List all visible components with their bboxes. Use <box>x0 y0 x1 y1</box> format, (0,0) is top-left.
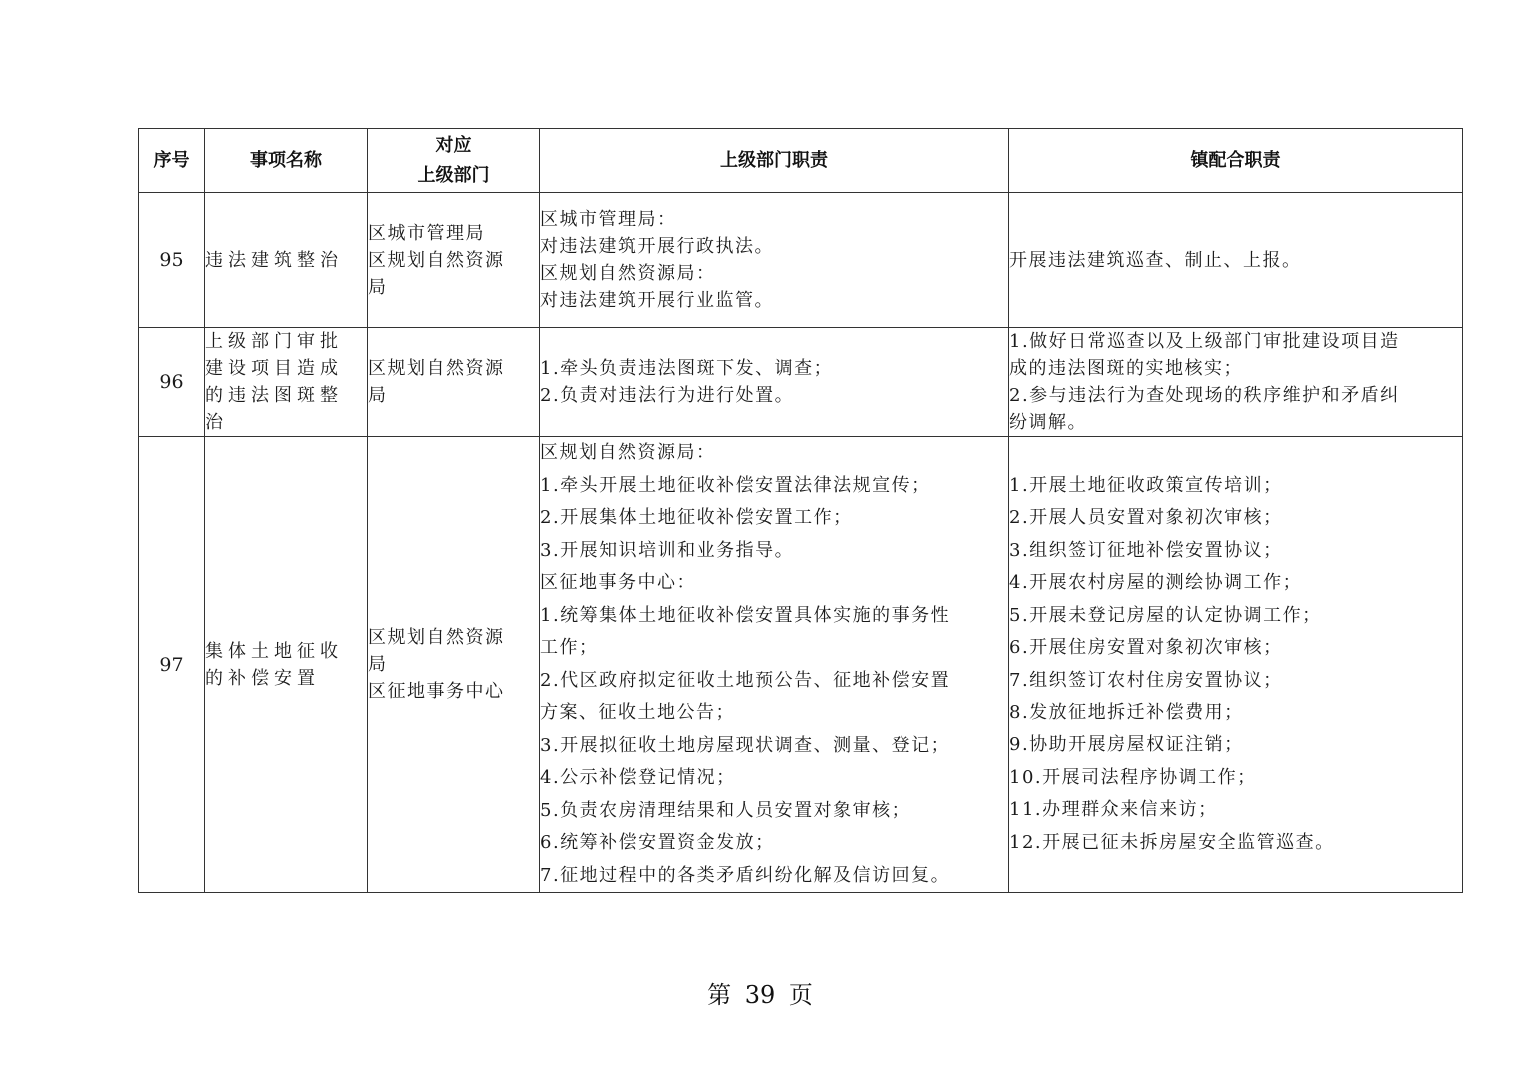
page-number: 第 39 页 <box>707 981 813 1009</box>
header-upper-duty: 上级部门职责 <box>540 129 1009 193</box>
header-department <box>368 129 540 193</box>
town-duty-line: 成的违法图斑的实地核实； <box>1009 358 1243 379</box>
row-town-duty <box>1009 193 1463 328</box>
item-name-line: 的补偿安置 <box>205 667 320 689</box>
upper-duty-line: 5.负责农房清理结果和人员安置对象审核； <box>540 799 912 821</box>
upper-duty-line: 2.代区政府拟定征收土地预公告、征地补偿安置 <box>540 669 951 691</box>
upper-duty-line: 7.征地过程中的各类矛盾纠纷化解及信访回复。 <box>540 864 951 886</box>
town-duty-line: 2.开展人员安置对象初次审核； <box>1009 507 1283 529</box>
table-row <box>139 328 1463 437</box>
town-duty-line: 12.开展已征未拆房屋安全监管巡查。 <box>1009 831 1335 853</box>
item-name-line: 违法建筑整治 <box>205 249 343 271</box>
upper-duty-line: 工作； <box>540 637 599 658</box>
row-upper-duty <box>540 437 1009 893</box>
town-duty-line: 8.发放征地拆迁补偿费用； <box>1009 701 1244 723</box>
upper-duty-line: 4.公示补偿登记情况； <box>540 767 736 788</box>
upper-duty-line: 对违法建筑开展行政执法。 <box>540 236 774 257</box>
row-index: 97 <box>139 437 205 893</box>
town-duty-line: 1.做好日常巡查以及上级部门审批建设项目造 <box>1009 331 1400 352</box>
upper-duty-line: 区城市管理局： <box>540 209 677 230</box>
upper-duty-line: 1.统筹集体土地征收补偿安置具体实施的事务性 <box>540 604 951 626</box>
upper-duty-line: 6.统筹补偿安置资金发放； <box>540 832 775 853</box>
town-duty-line: 4.开展农村房屋的测绘协调工作； <box>1009 572 1303 594</box>
header-index: 序号 <box>139 129 205 193</box>
upper-duty-line: 对违法建筑开展行业监管。 <box>540 290 774 311</box>
row-index: 96 <box>139 328 205 437</box>
table-header-row <box>139 129 1463 193</box>
department-line: 区征地事务中心 <box>368 681 505 702</box>
town-duty-line: 7.组织签订农村住房安置协议； <box>1009 669 1283 691</box>
town-duty-line: 开展违法建筑巡查、制止、上报。 <box>1009 249 1302 271</box>
row-index: 95 <box>139 193 205 328</box>
upper-duty-line: 区征地事务中心： <box>540 572 696 593</box>
row-upper-duty <box>540 193 1009 328</box>
row-town-duty <box>1009 328 1463 437</box>
header-item-name: 事项名称 <box>205 129 368 193</box>
row-upper-duty <box>540 328 1009 437</box>
department-line: 局 <box>368 385 388 406</box>
town-duty-line: 2.参与违法行为查处现场的秩序维护和矛盾纠 <box>1009 385 1400 406</box>
duty-table <box>138 128 1463 893</box>
upper-duty-line: 3.开展知识培训和业务指导。 <box>540 539 795 561</box>
department-line: 局 <box>368 276 388 298</box>
item-name-line: 集体土地征收 <box>205 640 343 662</box>
town-duty-line: 11.办理群众来信来访； <box>1009 799 1218 821</box>
row-town-duty <box>1009 437 1463 893</box>
department-line: 区城市管理局 <box>368 222 485 244</box>
item-name-line: 建设项目造成 <box>205 358 343 379</box>
header-department-line1: 对应 <box>435 134 472 156</box>
row-departments <box>368 193 540 328</box>
upper-duty-line: 2.负责对违法行为进行处置。 <box>540 385 795 406</box>
item-name-line: 上级部门审批 <box>205 331 343 352</box>
department-line: 区规划自然资源 <box>368 627 505 648</box>
upper-duty-line: 区规划自然资源局： <box>540 442 716 463</box>
town-duty-line: 1.开展土地征收政策宣传培训； <box>1009 475 1283 497</box>
header-department-line2: 上级部门 <box>417 164 490 186</box>
row-departments <box>368 437 540 893</box>
upper-duty-line: 方案、征收土地公告； <box>540 702 735 723</box>
department-line: 局 <box>368 654 388 675</box>
upper-duty-line: 1.牵头负责违法图斑下发、调查； <box>540 358 834 379</box>
department-line: 区规划自然资源 <box>368 358 505 379</box>
row-item-name <box>205 193 368 328</box>
town-duty-line: 纷调解。 <box>1009 412 1087 433</box>
town-duty-line: 10.开展司法程序协调工作； <box>1009 766 1257 788</box>
town-duty-line: 9.协助开展房屋权证注销； <box>1009 734 1244 756</box>
row-departments <box>368 328 540 437</box>
upper-duty-line: 2.开展集体土地征收补偿安置工作； <box>540 507 853 528</box>
upper-duty-line: 区规划自然资源局： <box>540 263 716 284</box>
upper-duty-line: 3.开展拟征收土地房屋现状调查、测量、登记； <box>540 734 951 756</box>
table-row <box>139 193 1463 328</box>
table-row <box>139 437 1463 893</box>
town-duty-line: 5.开展未登记房屋的认定协调工作； <box>1009 604 1322 626</box>
row-item-name <box>205 328 368 437</box>
row-item-name <box>205 437 368 893</box>
town-duty-line: 6.开展住房安置对象初次审核； <box>1009 637 1283 659</box>
item-name-line: 的违法图斑整 <box>205 385 343 406</box>
header-town-duty: 镇配合职责 <box>1009 129 1463 193</box>
item-name-line: 治 <box>205 412 228 433</box>
department-line: 区规划自然资源 <box>368 249 505 271</box>
town-duty-line: 3.组织签订征地补偿安置协议； <box>1009 539 1283 561</box>
upper-duty-line: 1.牵头开展土地征收补偿安置法律法规宣传； <box>540 474 931 496</box>
